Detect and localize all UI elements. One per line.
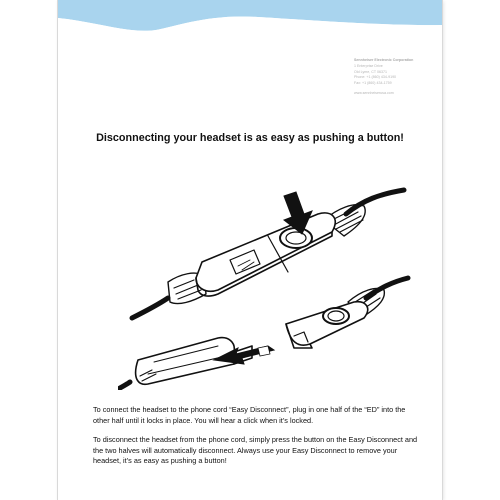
page-headline: Disconnecting your headset is as easy as pushing a button!: [96, 132, 404, 144]
company-address-block: [354, 58, 442, 97]
address-street: 1 Enterprise Drive: [354, 63, 383, 68]
instructions-text: [93, 405, 423, 476]
header-band: [58, 0, 442, 44]
company-name: Sennheiser Electronic Corporation: [354, 58, 414, 62]
bottom-cable-right: [366, 278, 408, 298]
address-fax: Fax: +1 (860) 434-1759: [354, 81, 392, 86]
disconnect-instructions: To disconnect the headset from the phone cord, simply press the button on the Easy Disconnect and the two halves will automatically disconnect. Always use your Easy Disconnect to remove your headset, it’s as easy as pushing a button!: [93, 435, 418, 465]
address-web: www.sennheiserusa.com: [354, 90, 394, 95]
address-phone: Phone: +1 (860) 434-9190: [354, 75, 397, 80]
female-half: [286, 302, 368, 345]
connect-instructions: To connect the headset to the phone cord “Easy Disconnect”, plug in one half of the “ED” into the other half until it locks in place. You will hear a click when it’s locked.: [93, 405, 406, 425]
easy-disconnect-illustration: [118, 178, 418, 390]
connected-body: [196, 213, 335, 291]
address-city: Old Lyme, CT 06371: [354, 69, 387, 74]
top-cable-left: [132, 298, 168, 318]
header-wave-graphic: [58, 0, 442, 44]
top-cable-right: [346, 190, 404, 214]
document-page: [58, 0, 442, 500]
easy-disconnect-drawing: [118, 178, 418, 390]
